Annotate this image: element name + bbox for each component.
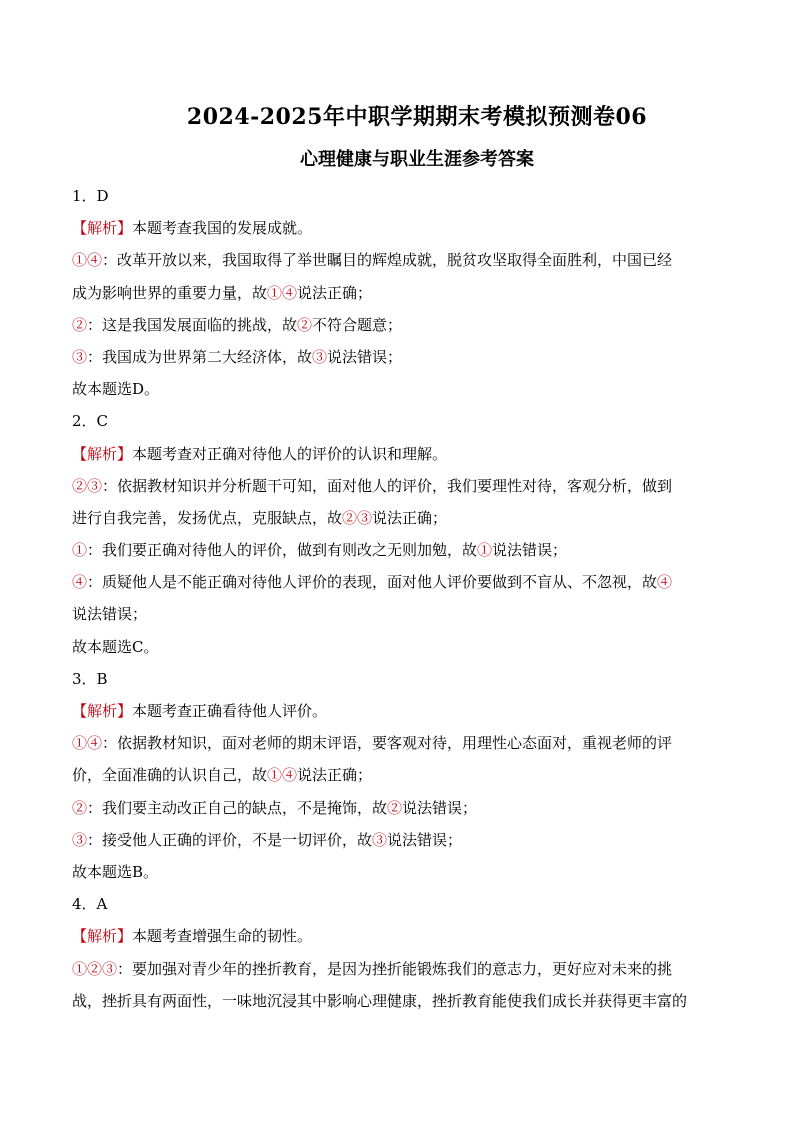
analysis-tag: 【解析】 xyxy=(72,927,133,946)
line-text: ：这是我国发展面临的挑战，故 xyxy=(87,315,298,334)
analysis-text: 本题考查正确看待他人评价。 xyxy=(132,702,328,720)
line-text: 说法错误； xyxy=(72,605,148,624)
line-text: 说法错误； xyxy=(387,830,463,849)
text-line xyxy=(72,888,722,920)
text-line xyxy=(72,663,722,695)
option-marker: ③ xyxy=(72,347,88,366)
line-text: ：改革开放以来，我国取得了举世瞩目的辉煌成就，脱贫攻坚取得全面胜利，中国已经 xyxy=(102,251,673,270)
answer-content xyxy=(72,180,722,1017)
text-line xyxy=(72,470,722,502)
option-marker: ② xyxy=(72,315,88,334)
text-line xyxy=(72,405,722,437)
line-text: ：依据教材知识，面对老师的期末评语，要客观对待，用理性心态面对，重视老师的评 xyxy=(102,734,673,753)
text-line xyxy=(72,502,722,534)
text-line xyxy=(72,856,722,888)
line-text: 说法正确； xyxy=(297,283,373,302)
line-text: 故本题选C。 xyxy=(72,637,159,656)
line-text: ：我们要正确对待他人的评价，做到有则改之无则加勉，故 xyxy=(87,541,478,560)
line-text: ：我国成为世界第二大经济体，故 xyxy=(87,347,313,366)
option-marker: ③ xyxy=(312,347,328,366)
analysis-tag: 【解析】 xyxy=(72,219,133,238)
line-text: 1．D xyxy=(72,187,109,205)
line-text: 2．C xyxy=(72,412,109,431)
text-line xyxy=(72,180,722,212)
document-title: 2024-2025年中职学期期末考模拟预测卷06 xyxy=(186,104,648,130)
line-text: ：质疑他人是不能正确对待他人评价的表现，面对他人评价要做到不盲从、不忽视，故 xyxy=(87,573,658,592)
line-text: 说法正确； xyxy=(297,766,373,785)
line-text: ：我们要主动改正自己的缺点，不是掩饰，故 xyxy=(87,798,388,817)
line-text: 说法正确； xyxy=(372,508,448,527)
text-line xyxy=(72,695,722,727)
text-line xyxy=(72,727,722,759)
text-line xyxy=(72,373,722,405)
line-text: ：接受他人正确的评价，不是一切评价，故 xyxy=(87,830,373,849)
analysis-text: 本题考查增强生命的韧性。 xyxy=(132,927,313,946)
option-marker: ②③ xyxy=(342,508,373,527)
line-text: 故本题选B。 xyxy=(72,862,159,881)
line-text: ：依据教材知识并分析题干可知，面对他人的评价，我们要理性对待，客观分析，做到 xyxy=(102,476,673,495)
line-text: 价，全面准确的认识自己，故 xyxy=(72,766,268,785)
text-line xyxy=(72,759,722,791)
analysis-text: 本题考查对正确对待他人的评价的认识和理解。 xyxy=(132,444,448,463)
option-marker: ①④ xyxy=(72,734,103,753)
text-line xyxy=(72,341,722,373)
text-line xyxy=(72,309,722,341)
line-text: 进行自我完善，发扬优点，克服缺点，故 xyxy=(72,508,343,527)
option-marker: ①④ xyxy=(72,251,103,270)
option-marker: ① xyxy=(477,541,493,560)
text-line xyxy=(72,792,722,824)
text-line xyxy=(72,244,722,276)
text-line xyxy=(72,598,722,630)
option-marker: ①②③ xyxy=(72,959,118,978)
option-marker: ② xyxy=(387,798,403,817)
text-line xyxy=(72,438,722,470)
option-marker: ④ xyxy=(657,573,673,592)
option-marker: ③ xyxy=(72,830,88,849)
analysis-text: 本题考查我国的发展成就。 xyxy=(132,219,313,238)
option-marker: ① xyxy=(72,541,88,560)
line-text: 不符合题意； xyxy=(312,315,403,334)
text-line xyxy=(72,212,722,244)
line-text: 说法错误； xyxy=(402,798,478,817)
line-text: 故本题选D。 xyxy=(72,380,160,399)
text-line xyxy=(72,920,722,952)
document-subtitle: 心理健康与职业生涯参考答案 xyxy=(300,149,534,170)
line-text: 成为影响世界的重要力量，故 xyxy=(72,283,268,302)
line-text: 说法错误； xyxy=(327,347,403,366)
text-line xyxy=(72,824,722,856)
option-marker: ①④ xyxy=(267,283,298,302)
option-marker: ② xyxy=(297,315,313,334)
line-text: 3．B xyxy=(72,669,108,688)
analysis-tag: 【解析】 xyxy=(72,702,133,720)
line-text: 说法错误； xyxy=(492,541,568,560)
option-marker: ①④ xyxy=(267,766,298,785)
text-line xyxy=(72,953,722,985)
option-marker: ④ xyxy=(72,573,88,592)
text-line xyxy=(72,566,722,598)
text-line xyxy=(72,277,722,309)
analysis-tag: 【解析】 xyxy=(72,444,133,463)
line-text: 4．A xyxy=(72,895,108,914)
option-marker: ③ xyxy=(372,830,388,849)
text-line xyxy=(72,631,722,663)
option-marker: ②③ xyxy=(72,476,103,495)
line-text: ：要加强对青少年的挫折教育，是因为挫折能锻炼我们的意志力，更好应对未来的挑 xyxy=(117,959,673,978)
text-line xyxy=(72,985,722,1017)
text-line xyxy=(72,534,722,566)
line-text: 战，挫折具有两面性，一味地沉浸其中影响心理健康，挫折教育能使我们成长并获得更丰富的 xyxy=(72,991,688,1010)
option-marker: ② xyxy=(72,798,88,817)
